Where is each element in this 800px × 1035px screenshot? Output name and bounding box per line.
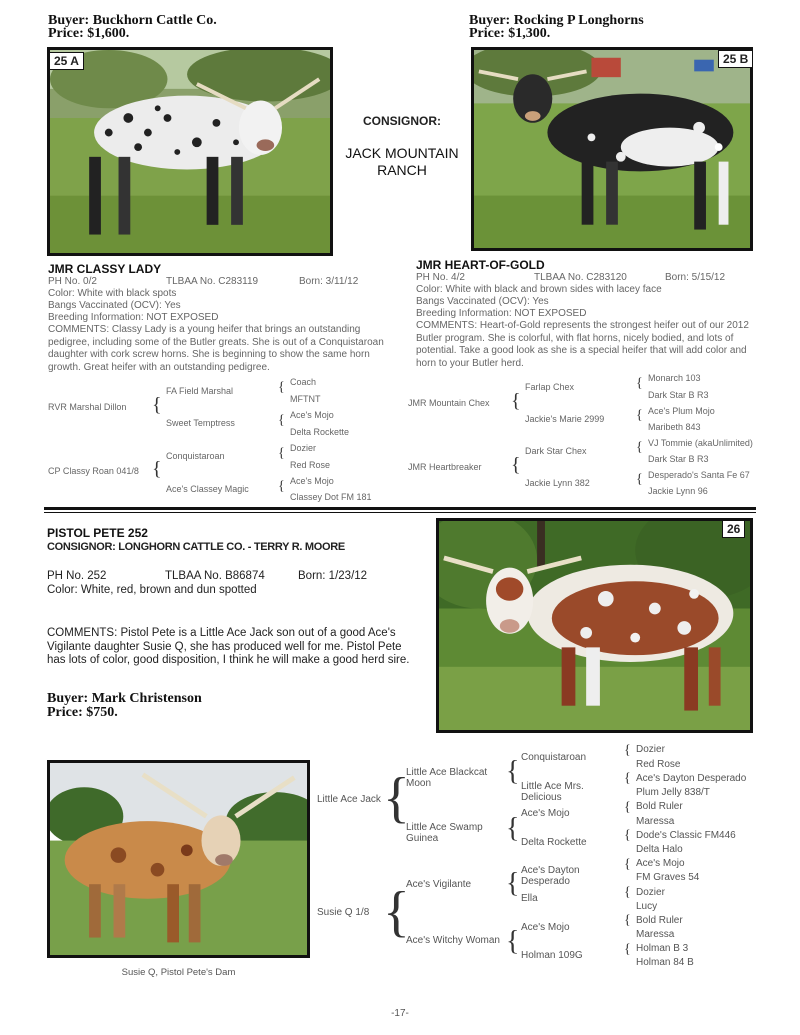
lot26-g4: Ace's Mojo — [636, 858, 685, 869]
lot25b-g: Jackie Lynn 96 — [648, 486, 708, 496]
bracket: { — [511, 454, 521, 476]
lot26-comments: COMMENTS: Pistol Pete is a Little Ace Jack son out of a good Ace's Vigilante daughter Susie Q, she has produced well for me. Pistol Pete has lots of color, good disposition, I think he will make a good herd sire. — [47, 627, 410, 666]
lot26-g4: Red Rose — [636, 759, 681, 770]
lot26-born: Born: 1/23/12 — [298, 570, 368, 582]
lot26-buyer: Buyer: Mark Christenson — [47, 691, 202, 706]
lot26-g4: Holman B 3 — [636, 943, 689, 954]
lot25a-g: Classey Dot FM 181 — [290, 492, 372, 502]
lot25a-breeding: Breeding Information: NOT EXPOSED — [48, 312, 219, 323]
lot25a-g: Ace's Mojo — [290, 410, 334, 420]
lot25b-color: Color: White with black and brown sides with lacey face — [416, 284, 662, 295]
lot25b-sire-dam: Jackie's Marie 2999 — [525, 414, 605, 424]
bracket: { — [278, 380, 285, 395]
lot25a-sire-dam: Sweet Temptress — [166, 418, 235, 428]
lot25a-dam-dam: Ace's Classey Magic — [166, 484, 249, 494]
lot26-dam-dam: Ace's Witchy Woman — [406, 935, 500, 946]
lot26-ph: PH No. 252 — [47, 570, 107, 582]
lot26-g4: Delta Halo — [636, 844, 683, 855]
lot25b-number: 25 B — [718, 50, 753, 68]
lot25a-g: MFTNT — [290, 394, 321, 404]
lot26-name: PISTOL PETE 252 — [47, 526, 148, 540]
lot26-photo — [436, 518, 753, 733]
bracket: { — [152, 458, 162, 480]
lot25b-g: Monarch 103 — [648, 373, 701, 383]
lot26-color: Color: White, red, brown and dun spotted — [47, 584, 257, 596]
bracket: { — [624, 800, 631, 815]
lot26-sire-dam: Little Ace Swamp Guinea — [406, 822, 483, 844]
lot25a-dam: CP Classy Roan 041/8 — [48, 466, 139, 476]
lot25a-number: 25 A — [49, 52, 84, 70]
bracket: { — [506, 813, 520, 844]
bracket: { — [506, 926, 520, 957]
section-divider — [44, 512, 756, 513]
lot25a-sire-sire: FA Field Marshal — [166, 386, 234, 396]
lot26-g4: Bold Ruler — [636, 915, 683, 926]
bracket: { — [506, 868, 520, 899]
lot25a-born: Born: 3/11/12 — [299, 276, 359, 287]
bracket: { — [152, 394, 162, 416]
bracket: { — [624, 857, 631, 872]
lot26-g4: Lucy — [636, 901, 658, 912]
lot25b-dam-dam: Jackie Lynn 382 — [525, 478, 590, 488]
lot25a-name: JMR CLASSY LADY — [48, 262, 162, 276]
lot26-dam-photo — [47, 760, 310, 958]
bracket: { — [383, 881, 410, 943]
page-number: -17- — [391, 1008, 409, 1019]
lot25b-g: Desperado's Santa Fe 67 — [648, 470, 750, 480]
lot26-g4: Dozier — [636, 887, 665, 898]
lot25a-sire: RVR Marshal Dillon — [48, 402, 127, 412]
lot25b-photo — [471, 47, 753, 251]
lot25a-g: Ace's Mojo — [290, 476, 334, 486]
bracket: { — [624, 771, 631, 786]
bracket: { — [624, 743, 631, 758]
bracket: { — [278, 479, 285, 494]
bracket: { — [506, 756, 520, 787]
lot25b-comments: COMMENTS: Heart-of-Gold represents the strongest heifer out of our 2012 Butler program. She is colorful, with flat horns, nicely bodied, and lots of potential. Take a good look as she is a special heifer that will add color and horn to your Butler herd. — [416, 320, 749, 369]
lot26-g3: Ace's Mojo — [521, 808, 570, 819]
lot26-g3: Holman 109G — [521, 950, 583, 961]
lot25b-ph: PH No. 4/2 — [416, 272, 465, 283]
lot25b-dam: JMR Heartbreaker — [408, 462, 482, 472]
lot26-g4: Bold Ruler — [636, 801, 683, 812]
lot25b-g: VJ Tommie (akaUnlimited) — [648, 438, 753, 448]
lot26-dam-sire: Ace's Vigilante — [406, 879, 472, 890]
lot25b-breeding: Breeding Information: NOT EXPOSED — [416, 308, 587, 319]
lot26-g3: Ace's Dayton Desperado — [521, 865, 580, 887]
bracket: { — [636, 376, 643, 391]
lot26-g4: Maressa — [636, 816, 675, 827]
lot25b-born: Born: 5/15/12 — [665, 272, 726, 283]
lot26-g4: Dozier — [636, 744, 665, 755]
lot26-g4: Dode's Classic FM446 — [636, 830, 736, 841]
lot26-sire: Little Ace Jack — [317, 794, 381, 805]
lot26-tlbaa: TLBAA No. B86874 — [165, 570, 265, 582]
lot25a-buyer: Buyer: Buckhorn Cattle Co. — [48, 13, 217, 28]
lot25a-bangs: Bangs Vaccinated (OCV): Yes — [48, 300, 181, 311]
bracket: { — [383, 767, 410, 829]
lot26-g3: Little Ace Mrs. Delicious — [521, 781, 584, 803]
consignor-label: CONSIGNOR: — [363, 114, 441, 128]
lot25a-photo — [47, 47, 333, 256]
lot26-g4: Maressa — [636, 929, 675, 940]
bracket: { — [636, 440, 643, 455]
lot25b-name: JMR HEART-OF-GOLD — [416, 258, 545, 272]
lot26-consignor: CONSIGNOR: LONGHORN CATTLE CO. - TERRY R. MOORE — [47, 541, 345, 553]
lot26-g4: Plum Jelly 838/T — [636, 787, 710, 798]
lot25a-ph: PH No. 0/2 — [48, 276, 97, 287]
section-divider — [44, 507, 756, 510]
lot26-price: Price: $750. — [47, 705, 118, 720]
lot25b-g: Maribeth 843 — [648, 422, 701, 432]
bracket: { — [278, 446, 285, 461]
lot26-g3: Conquistaroan — [521, 752, 587, 763]
lot25a-g: Dozier — [290, 443, 317, 453]
lot26-g4: Holman 84 B — [636, 957, 694, 968]
lot26-g4: FM Graves 54 — [636, 872, 700, 883]
lot25b-buyer: Buyer: Rocking P Longhorns — [469, 13, 644, 28]
lot25a-price: Price: $1,600. — [48, 26, 130, 41]
consignor-name: JACK MOUNTAIN RANCH — [345, 145, 459, 178]
lot25b-g: Dark Star B R3 — [648, 390, 709, 400]
lot25a-comments: COMMENTS: Classy Lady is a young heifer that brings an outstanding pedigree, including some of the Butler greats. She is out of a Conquistaroan daughter with cork screw horns. She is beginning to show the same horn growth. Great heifer with an outstanding pedigree. — [48, 324, 384, 373]
bracket: { — [636, 472, 643, 487]
lot25b-g: Dark Star B R3 — [648, 454, 709, 464]
lot25b-sire: JMR Mountain Chex — [408, 398, 490, 408]
bracket: { — [624, 942, 631, 957]
bracket: { — [278, 413, 285, 428]
lot26-g3: Delta Rockette — [521, 837, 587, 848]
lot26-dam: Susie Q 1/8 — [317, 907, 370, 918]
bracket: { — [624, 885, 631, 900]
lot25a-tlbaa: TLBAA No. C283119 — [166, 276, 259, 287]
lot25b-price: Price: $1,300. — [469, 26, 551, 41]
lot25a-g: Coach — [290, 377, 317, 387]
lot25b-tlbaa: TLBAA No. C283120 — [534, 272, 627, 283]
lot25b-bangs: Bangs Vaccinated (OCV): Yes — [416, 296, 549, 307]
bracket: { — [636, 408, 643, 423]
bracket: { — [511, 390, 521, 412]
lot25a-g: Delta Rockette — [290, 427, 350, 437]
lot25a-dam-sire: Conquistaroan — [166, 451, 225, 461]
lot25b-dam-sire: Dark Star Chex — [525, 446, 587, 456]
lot26-g3: Ella — [521, 893, 538, 904]
lot25b-g: Ace's Plum Mojo — [648, 406, 715, 416]
lot26-g4: Ace's Dayton Desperado — [636, 773, 747, 784]
bracket: { — [624, 828, 631, 843]
bracket: { — [624, 913, 631, 928]
lot26-number: 26 — [722, 520, 745, 538]
lot25a-g: Red Rose — [290, 460, 331, 470]
lot25b-sire-sire: Farlap Chex — [525, 382, 575, 392]
lot26-sire-sire: Little Ace Blackcat Moon — [406, 767, 488, 789]
lot25a-color: Color: White with black spots — [48, 288, 177, 299]
lot26-g3: Ace's Mojo — [521, 922, 570, 933]
lot26-dam-caption: Susie Q, Pistol Pete's Dam — [121, 967, 236, 978]
